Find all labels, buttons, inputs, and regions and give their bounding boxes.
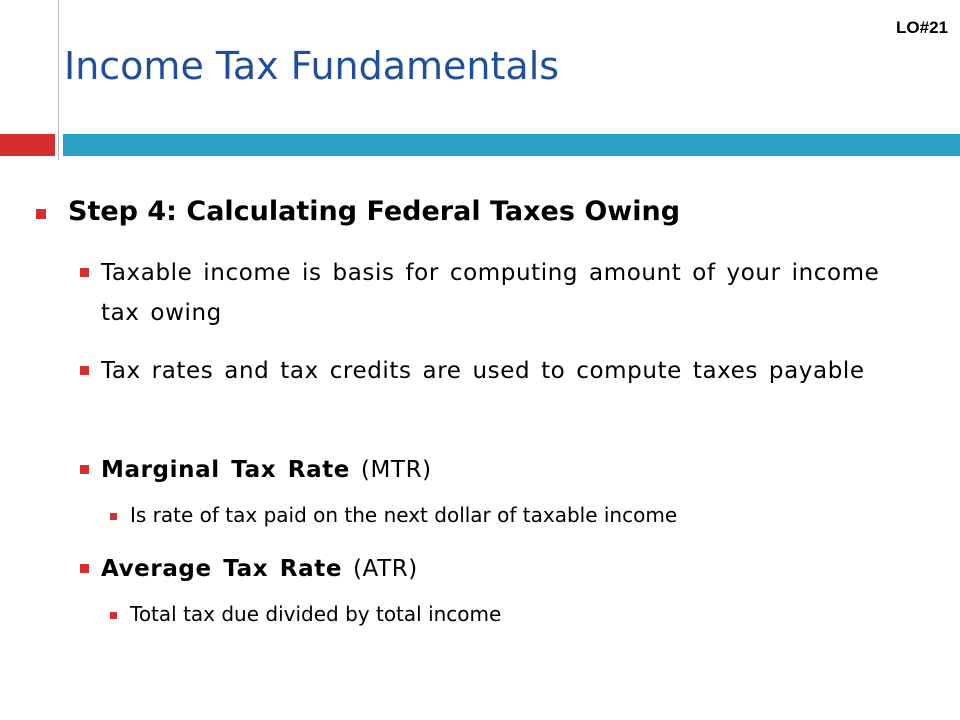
bullet-marginal-tax-rate bbox=[101, 450, 432, 490]
title-divider-line bbox=[58, 0, 59, 160]
slide-title: Income Tax Fundamentals bbox=[64, 44, 560, 88]
accent-bar-red bbox=[0, 134, 55, 156]
bullet-taxable-income: Taxable income is basis for computing amount of your income tax owing bbox=[101, 260, 880, 326]
atr-term: Average Tax Rate bbox=[101, 556, 343, 582]
bullet-tax-rates: Tax rates and tax credits are used to compute taxes payable bbox=[101, 358, 865, 384]
bullet-square-icon bbox=[80, 564, 89, 573]
atr-abbr: (ATR) bbox=[342, 556, 418, 582]
bullet-average-tax-rate bbox=[101, 549, 418, 589]
mtr-term: Marginal Tax Rate bbox=[101, 457, 350, 483]
lo-tag: LO#21 bbox=[896, 18, 948, 37]
bullet-mtr-definition: Is rate of tax paid on the next dollar of taxable income bbox=[130, 503, 678, 527]
bullet-square-icon bbox=[110, 612, 117, 619]
bullet-atr-definition: Total tax due divided by total income bbox=[130, 602, 502, 626]
mtr-abbr: (MTR) bbox=[350, 457, 432, 483]
bullet-square-icon bbox=[80, 366, 89, 375]
bullet-square-icon bbox=[80, 268, 89, 277]
bullet-square-icon bbox=[110, 513, 117, 520]
bullet-step-4: Step 4: Calculating Federal Taxes Owing bbox=[68, 196, 681, 227]
accent-bar-teal bbox=[63, 134, 960, 156]
bullet-square-icon bbox=[80, 465, 89, 474]
bullet-square-icon bbox=[36, 209, 46, 219]
